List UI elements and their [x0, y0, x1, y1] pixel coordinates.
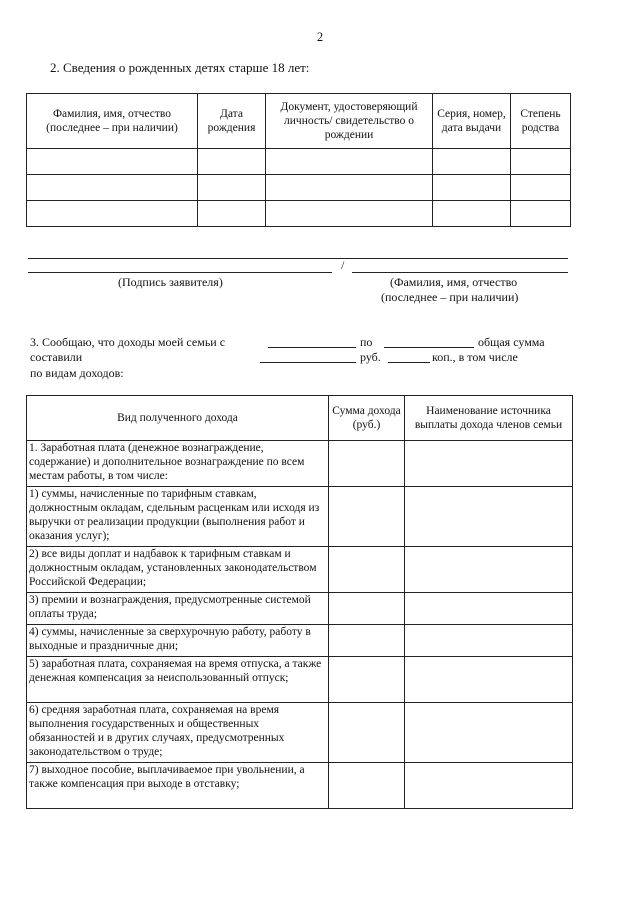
income-sum-cell[interactable] [329, 625, 405, 657]
section3-rub: руб. [360, 350, 381, 364]
signature-label: (Подпись заявителя) [118, 275, 223, 289]
section3-by-type: по видам доходов: [30, 366, 124, 380]
section3-po: по [360, 335, 373, 349]
income-row-label: 1. Заработная плата (денежное вознаграждение, содержание) и дополнительное вознаграждение по всем местам работы, в том числе: [27, 441, 329, 487]
table-row [27, 149, 571, 175]
income-source-cell[interactable] [405, 703, 573, 763]
income-sum-cell[interactable] [329, 487, 405, 547]
cell[interactable] [433, 149, 511, 175]
col-birthdate: Дата рождения [198, 94, 266, 149]
income-source-cell[interactable] [405, 487, 573, 547]
col-income-type: Вид полученного дохода [27, 396, 329, 441]
section3-intro: 3. Сообщаю, что доходы моей семьи с [30, 335, 226, 349]
income-sum-cell[interactable] [329, 547, 405, 593]
col-relation: Степень родства [511, 94, 571, 149]
date-from-field[interactable] [268, 335, 356, 348]
cell[interactable] [511, 149, 571, 175]
income-row-label: 5) заработная плата, сохраняемая на время отпуска, а также денежная компенсация за неиспользованный отпуск; [27, 657, 329, 703]
income-row-label: 3) премии и вознаграждения, предусмотренные системой оплаты труда; [27, 593, 329, 625]
income-sum-cell[interactable] [329, 703, 405, 763]
section2-title: 2. Сведения о рожденных детях старше 18 лет: [50, 60, 310, 75]
table-row [27, 487, 573, 547]
name-line[interactable] [352, 272, 568, 273]
cell[interactable] [266, 175, 433, 201]
table-row [27, 657, 573, 703]
table-row [27, 547, 573, 593]
income-sum-cell[interactable] [329, 657, 405, 703]
signature-top-line [28, 258, 568, 259]
section3-sostavili: составили [30, 350, 83, 364]
income-row-label: 2) все виды доплат и надбавок к тарифным ставкам и должностным окладам, установленных законодательством Российской Федерации; [27, 547, 329, 593]
income-table [26, 395, 573, 809]
income-source-cell[interactable] [405, 441, 573, 487]
cell[interactable] [27, 201, 198, 227]
table-row [27, 441, 573, 487]
income-sum-cell[interactable] [329, 763, 405, 809]
cell[interactable] [266, 149, 433, 175]
income-table-header [27, 396, 573, 441]
col-series: Серия, номер, дата выдачи [433, 94, 511, 149]
income-row-label: 4) суммы, начисленные за сверхурочную работу, работу в выходные и праздничные дни; [27, 625, 329, 657]
income-source-cell[interactable] [405, 625, 573, 657]
name-label-line1: (Фамилия, имя, отчество [390, 275, 518, 289]
cell[interactable] [198, 175, 266, 201]
col-fio: Фамилия, имя, отчество (последнее – при наличии) [27, 94, 198, 149]
income-source-cell[interactable] [405, 657, 573, 703]
income-source-cell[interactable] [405, 763, 573, 809]
signature-slash: / [341, 258, 345, 272]
cell[interactable] [511, 201, 571, 227]
table-row [27, 175, 571, 201]
date-to-field[interactable] [384, 335, 474, 348]
col-document: Документ, удостоверяющий личность/ свидетельство о рождении [266, 94, 433, 149]
col-income-source: Наименование источника выплаты дохода членов семьи [405, 396, 573, 441]
table-row [27, 593, 573, 625]
signature-line[interactable] [28, 272, 332, 273]
col-income-sum: Сумма дохода (руб.) [329, 396, 405, 441]
income-row-label: 6) средняя заработная плата, сохраняемая на время выполнения государственных и общественных обязанностей и в других случаях, предусмотренных законодательством о труде; [27, 703, 329, 763]
cell[interactable] [27, 175, 198, 201]
children-table [26, 93, 571, 227]
income-sum-cell[interactable] [329, 441, 405, 487]
table-row [27, 703, 573, 763]
section3-total: общая сумма [478, 335, 545, 349]
cell[interactable] [27, 149, 198, 175]
cell[interactable] [511, 175, 571, 201]
income-row-label: 7) выходное пособие, выплачиваемое при увольнении, а также компенсация при выходе в отставку; [27, 763, 329, 809]
children-table-header [27, 94, 571, 149]
page-number: 2 [316, 30, 324, 44]
income-row-label: 1) суммы, начисленные по тарифным ставкам, должностным окладам, сдельным расценкам или исходя из выручки от реализации продукции (выполнения работ и оказания услуг); [27, 487, 329, 547]
table-row [27, 625, 573, 657]
table-row [27, 201, 571, 227]
table-row [27, 763, 573, 809]
cell[interactable] [266, 201, 433, 227]
section3-kop: коп., в том числе [432, 350, 518, 364]
income-source-cell[interactable] [405, 593, 573, 625]
cell[interactable] [198, 149, 266, 175]
income-source-cell[interactable] [405, 547, 573, 593]
rub-field[interactable] [260, 350, 356, 363]
income-sum-cell[interactable] [329, 593, 405, 625]
cell[interactable] [433, 175, 511, 201]
cell[interactable] [198, 201, 266, 227]
name-label-line2: (последнее – при наличии) [381, 290, 519, 304]
cell[interactable] [433, 201, 511, 227]
kop-field[interactable] [388, 350, 430, 363]
